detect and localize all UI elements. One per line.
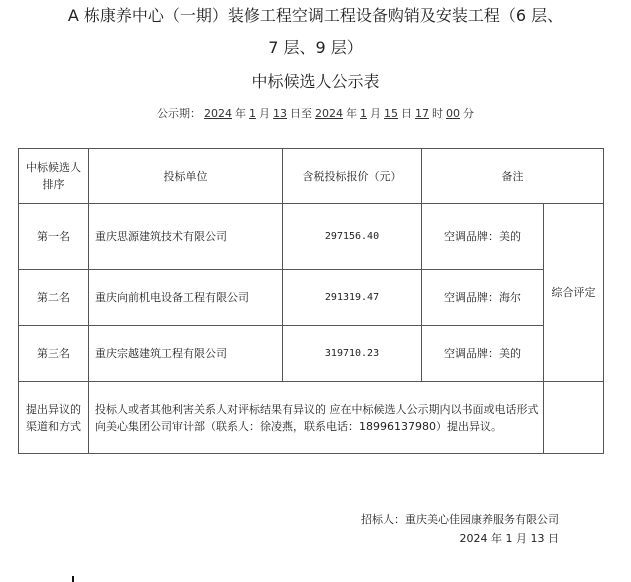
header-remark: 备注 (422, 149, 604, 204)
table-header-row (19, 149, 604, 204)
bidder-cell: 重庆宗越建筑工程有限公司 (89, 326, 283, 382)
hour-char: 时 (432, 107, 443, 120)
end-hour: 17 (415, 107, 429, 120)
period-label: 公示期： (157, 107, 201, 120)
table-row (19, 326, 604, 382)
sign-date: 2024 年 1 月 13 日 (459, 532, 559, 545)
brand-cell: 空调品牌：美的 (422, 326, 544, 382)
table-row (19, 204, 604, 270)
minute-char: 分 (463, 107, 474, 120)
year-char-2: 年 (346, 107, 357, 120)
month-char: 月 (259, 107, 270, 120)
objection-empty-cell (544, 382, 604, 454)
merged-remark-cell: 综合评定 (544, 204, 604, 382)
end-year: 2024 (315, 107, 343, 120)
header-price: 含税投标报价（元） (283, 149, 422, 204)
bidder-cell: 重庆向前机电设备工程有限公司 (89, 270, 283, 326)
header-bidder: 投标单位 (89, 149, 283, 204)
rank-cell: 第三名 (19, 326, 89, 382)
text-cursor-mark (72, 576, 74, 582)
brand-cell: 空调品牌：美的 (422, 204, 544, 270)
objection-text: 投标人或者其他利害关系人对评标结果有异议的 应在中标候选人公示期内以书面或电话形式向美心集团公司审计部（联系人：徐凌燕，联系电话：18996137980）提出异议。 (89, 382, 544, 454)
signer: 招标人：重庆美心佳园康养服务有限公司 (361, 513, 559, 526)
day-char: 日 (401, 107, 412, 120)
start-year: 2024 (204, 107, 232, 120)
price-cell: 297156.40 (283, 204, 422, 270)
header-rank: 中标候选人排序 (19, 149, 89, 204)
objection-label: 提出异议的渠道和方式 (19, 382, 89, 454)
day-to: 日至 (290, 107, 312, 120)
title-line-2: 7 层、9 层） (268, 38, 363, 57)
bidder-cell: 重庆思源建筑技术有限公司 (89, 204, 283, 270)
start-day: 13 (273, 107, 287, 120)
rank-cell: 第二名 (19, 270, 89, 326)
candidate-table (18, 148, 604, 454)
end-month: 1 (360, 107, 367, 120)
brand-cell: 空调品牌：海尔 (422, 270, 544, 326)
rank-cell: 第一名 (19, 204, 89, 270)
price-cell: 319710.23 (283, 326, 422, 382)
start-month: 1 (249, 107, 256, 120)
price-cell: 291319.47 (283, 270, 422, 326)
publicity-period (0, 105, 631, 121)
table-row (19, 270, 604, 326)
month-char-2: 月 (370, 107, 381, 120)
objection-row (19, 382, 604, 454)
end-day: 15 (384, 107, 398, 120)
subtitle: 中标候选人公示表 (251, 72, 380, 91)
year-char: 年 (235, 107, 246, 120)
end-minute: 00 (446, 107, 460, 120)
title-line-1: A 栋康养中心（一期）装修工程空调工程设备购销及安装工程（6 层、 (67, 6, 564, 25)
